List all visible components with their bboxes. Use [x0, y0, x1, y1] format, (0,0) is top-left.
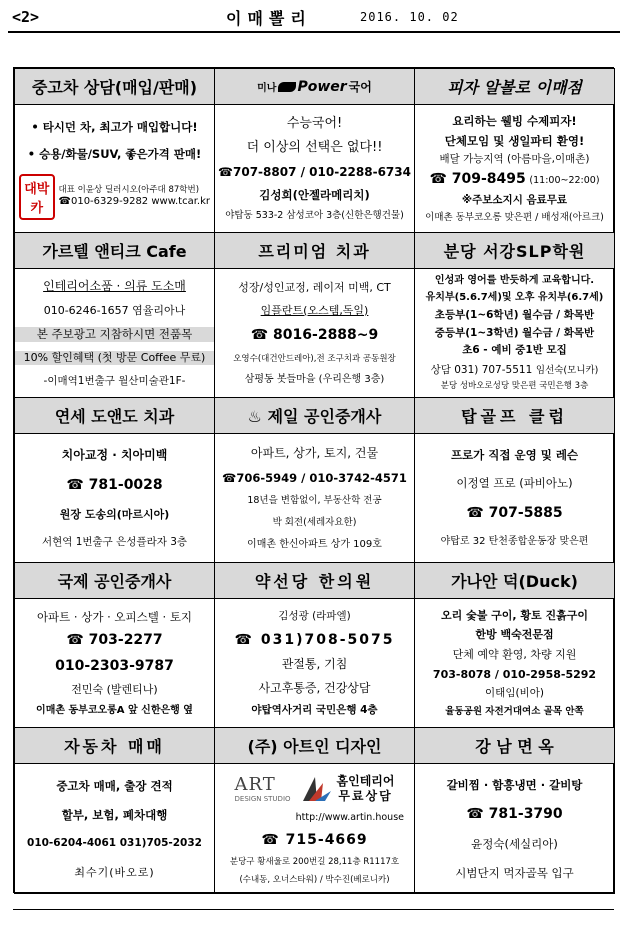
dealer-info: [19, 174, 210, 220]
dealer-logo: 대박카: [19, 174, 55, 220]
ad-line: 초6 - 예비 중1반 모집: [462, 344, 567, 357]
header-rule: [8, 31, 620, 33]
ad-contact-person: 이정열 프로 (파비아노): [456, 476, 573, 491]
page-header: [8, 4, 620, 32]
ad-line: 한방 백숙전문점: [475, 628, 554, 642]
ad-contact-person: 최수기(바오로): [74, 865, 155, 879]
ad-phone: [431, 362, 599, 377]
ad-phone: ☎ 715-4669: [261, 831, 368, 848]
ad-phone: ☎ 8016-2888~9: [250, 326, 379, 343]
ad-title: ♨ 제일 공인중개사: [215, 398, 414, 434]
dealer-phone: ☎010-6329-9282: [58, 195, 149, 207]
ad-line: 요리하는 웰빙 수제피자!: [452, 114, 577, 129]
ad-naengmyeon: [414, 727, 615, 894]
ad-line: 할부, 보험, 폐차대행: [61, 808, 168, 823]
ad-address: 분당구 황새울로 200번길 28,11층 R1117호: [229, 856, 400, 867]
art-logo: [235, 774, 291, 803]
ad-title: 자동차 매매: [15, 728, 214, 764]
pizza-phone: ☎ 709-8495: [429, 171, 526, 188]
ad-korean-academy: [214, 68, 415, 233]
ad-address: 이매촌 한신아파트 상가 109호: [247, 538, 382, 550]
ad-line: 중등부(1~3학년) 월수금 / 화목반: [434, 326, 595, 339]
ad-phone: [429, 171, 599, 189]
brand-suffix: 국어: [348, 80, 372, 94]
ad-contact-person: 김성광 (라파엘): [278, 610, 351, 623]
ad-realty-gukje: [14, 562, 215, 728]
ad-contact-person: 윤정숙(세실리아): [471, 837, 558, 852]
ad-contact-person: 전민숙 (발렌티나): [71, 682, 158, 696]
dealer-name: 대표 이윤상 딜러시오(아주대 87학번): [58, 185, 200, 196]
ad-phone: 703-8078 / 010-2958-5292: [432, 667, 597, 681]
ad-line: 단체모임 및 생일파티 환영!: [444, 133, 585, 148]
ad-phone: ☎ 781-0028: [66, 476, 163, 493]
ad-line: 오리 숯불 구이, 황토 진흙구이: [440, 608, 588, 622]
ad-contact-person: 원장 도송의(마르시아): [59, 508, 170, 522]
ad-title: 약선당 한의원: [215, 563, 414, 599]
ad-contact-person: (수내동, 오너스타워) / 박수진(베로니카): [239, 874, 390, 885]
ad-line: 유치부(5.6.7세)및 오후 유치부(6.7세): [425, 292, 604, 304]
art-logo-text: ART: [234, 774, 276, 796]
ad-phone: 010-6246-1657 염율리아나: [43, 303, 186, 317]
ad-line: 아파트, 상가, 토지, 건물: [250, 445, 379, 460]
ad-line: 배달 가능지역 (아름마을,이매촌): [439, 153, 590, 166]
ad-address: 서현역 1번출구 은성플라자 3층: [41, 535, 188, 548]
ad-title: 탑골프 클럽: [415, 398, 614, 434]
ad-title: 가나안 덕(Duck): [415, 563, 614, 599]
footer-rule: [13, 909, 614, 910]
art-brand: [235, 773, 395, 805]
ad-line: 수능국어!: [286, 116, 343, 132]
issue-date: 2016. 10. 02: [360, 10, 459, 24]
ad-address: 야탑동 533-2 삼성코아 3층(신한은행건물): [225, 210, 404, 222]
ad-line: 더 이상의 선택은 없다!!: [246, 140, 383, 156]
ad-dental-premium: [214, 232, 415, 398]
ad-line: ※주보소지시 음료무료: [461, 193, 568, 206]
ad-contact-person: 김성희(안젤라메리치): [259, 187, 370, 202]
ad-title: 연세 도앤도 치과: [15, 398, 214, 434]
ad-line: 중고차 매매, 출장 견적: [56, 778, 173, 793]
ad-title: 가르텔 앤티크 Cafe: [15, 233, 214, 269]
ad-pizza: [414, 68, 615, 233]
ad-realty-jeil: [214, 397, 415, 563]
page-number: <2>: [12, 8, 40, 26]
ad-car-sales: [14, 727, 215, 894]
ad-duck-restaurant: [414, 562, 615, 728]
ad-address: 시범단지 먹자골목 입구: [455, 865, 574, 880]
ad-line: 성장/성인교정, 레이저 미백, CT: [238, 280, 391, 294]
ad-line: 사고후통증, 건강상담: [258, 680, 371, 695]
brand-swoosh-icon: [278, 82, 296, 92]
ad-title: 국제 공인중개사: [15, 563, 214, 599]
ad-address: -이매역1번출구 월산미술관1F-: [43, 374, 186, 387]
ad-line: • 타시던 차, 최고가 매입합니다!: [31, 120, 198, 135]
art-logo-sub: DESIGN STUDIO: [234, 795, 291, 804]
ad-line: 프로가 직접 운영 및 레슨: [450, 448, 579, 463]
ad-line: 인성과 영어를 반듯하게 교육합니다.: [434, 275, 595, 287]
ad-title: 강 남 면 옥: [415, 728, 614, 764]
brand-name: Power: [297, 78, 347, 95]
ad-slp-academy: [414, 232, 615, 398]
ad-title: 분당 서강SLP학원: [415, 233, 614, 269]
ad-phone: ☎707-8807 / 010-2288-6734: [218, 164, 411, 179]
ad-phone: ☎ 703-2277: [66, 632, 163, 649]
ad-used-car: [14, 68, 215, 233]
ad-cafe: [14, 232, 215, 398]
ad-line: 초등부(1~6학년) 월수금 / 화목반: [434, 309, 595, 322]
bulletin-title: 이매뽈리: [226, 9, 312, 28]
ad-golf: [414, 397, 615, 563]
dealer-url: www.tcar.kr: [151, 195, 210, 207]
ad-grid: [13, 67, 614, 893]
ad-contact-person: 오영수(대건안드레아),전 조구치과 공동원장: [233, 353, 396, 364]
ad-contact-person: 박 회전(세레자요한): [272, 516, 357, 528]
dealer-contact: [59, 196, 210, 209]
ad-address: 야탑역사거리 국민은행 4층: [251, 703, 378, 716]
ad-line: 무료상담: [338, 788, 393, 803]
ad-url: http://www.artin.house: [295, 812, 404, 824]
ad-line: 임플란트(오스템,독일): [260, 303, 369, 317]
ad-line: 단체 예약 환영, 차량 지원: [452, 648, 577, 662]
ad-address: 분당 성바오로성당 맞은편 국민은행 3층: [440, 381, 589, 392]
ad-line: 18년을 변함없이, 부동산학 전공: [247, 495, 382, 507]
ad-address: 이매촌 동부코오롱A 앞 신한은행 옆: [36, 704, 193, 716]
ad-address: 율동공원 자전거대여소 골목 안쪽: [445, 706, 584, 718]
ad-title: [215, 69, 414, 105]
ad-line: 인테리어소품 · 의류 도소매: [43, 278, 186, 293]
brand-prefix: 미나: [257, 83, 277, 94]
ad-line: 본 주보광고 지참하시면 전품목: [15, 327, 214, 341]
pinwheel-icon: [297, 773, 333, 805]
ad-title: 프리미엄 치과: [215, 233, 414, 269]
ad-line: 치아교정 · 치아미백: [61, 447, 168, 462]
ad-phone: ☎706-5949 / 010-3742-4571: [222, 470, 407, 485]
ad-mobile: 010-2303-9787: [55, 657, 174, 674]
ad-title: (주) 아트인 디자인: [215, 728, 414, 764]
ad-line: 10% 할인혜택 (첫 방문 Coffee 무료): [15, 351, 214, 365]
pizza-hours: (11:00~22:00): [529, 175, 600, 187]
ad-contact-person: 이태임(비아): [485, 687, 544, 700]
ad-line: 갈비찜 · 함흥냉면 · 갈비탕: [446, 777, 583, 792]
ad-line: 홈인테리어: [336, 773, 395, 788]
ad-address: 이매촌 동부코오롱 맞은편 / 배성재(아르크): [425, 211, 604, 223]
ad-address: 삼평동 봇들마을 (우리은행 3층): [244, 373, 385, 385]
ad-line: 관절통, 기침: [281, 657, 348, 672]
academy-contact: 임선숙(모니카): [535, 364, 599, 376]
ad-interior-design: [214, 727, 415, 894]
ad-phone: 010-6204-4061 031)705-2032: [27, 837, 202, 850]
ad-dental-yonsei: [14, 397, 215, 563]
ad-phone: ☎ 031)708-5075: [234, 631, 395, 648]
ad-phone: ☎ 781-3790: [466, 806, 563, 823]
ad-address: 야탑로 32 탄천종합운동장 맞은편: [440, 536, 589, 548]
ad-line: • 승용/화물/SUV, 좋은가격 판매!: [27, 146, 202, 161]
ad-title: 피자 알볼로 이매점: [415, 69, 614, 105]
ad-phone: ☎ 707-5885: [466, 504, 563, 521]
ad-oriental-clinic: [214, 562, 415, 728]
ad-line: 아파트 · 상가 · 오피스텔 · 토지: [36, 609, 193, 624]
ad-title: 중고차 상담(매입/판매): [15, 69, 214, 105]
academy-phone: 상담 031) 707-5511: [430, 363, 533, 376]
